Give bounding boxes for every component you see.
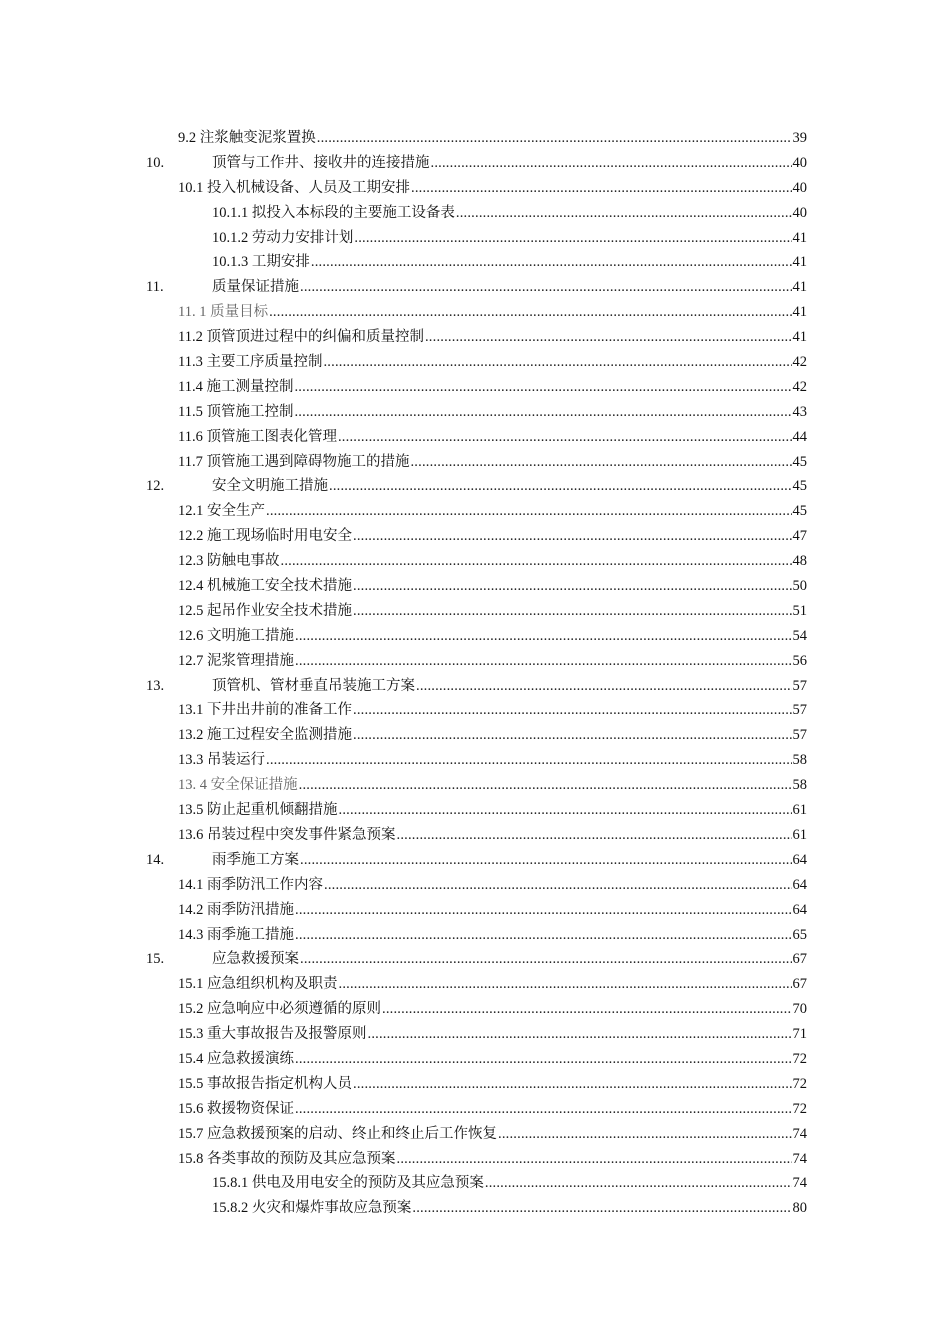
toc-entry-title: 12.1 安全生产: [178, 503, 265, 520]
toc-entry-title: 13.3 吊装运行: [178, 752, 265, 769]
toc-entry-title: 11.5 顶管施工控制: [178, 403, 294, 420]
toc-entry[interactable]: [0, 649, 950, 674]
toc-page-number: 40: [792, 204, 807, 221]
toc-page-number: 72: [792, 1075, 807, 1092]
toc-dot-leader: [410, 450, 791, 475]
toc-dot-leader: [411, 176, 792, 201]
toc-page-number: 54: [792, 627, 807, 644]
toc-dot-leader: [294, 375, 791, 400]
toc-entry-line: [178, 773, 807, 798]
toc-entry-title: 顶管机、管材垂直吊装施工方案: [212, 677, 415, 694]
toc-entry-title: 13.1 下井出井前的准备工作: [178, 702, 352, 719]
toc-page-number: 57: [792, 677, 807, 694]
toc-page-number: 67: [792, 976, 807, 993]
toc-entry-title: 15.3 重大事故报告及报警原则: [178, 1026, 367, 1043]
toc-entry-line: [178, 350, 807, 375]
toc-entry-title: 质量保证措施: [212, 279, 299, 296]
toc-dot-leader: [294, 400, 791, 425]
toc-dot-leader: [353, 574, 792, 599]
toc-entry-line: [178, 873, 807, 898]
toc-entry[interactable]: [0, 898, 950, 923]
toc-page-number: 74: [792, 1125, 807, 1142]
toc-dot-leader: [498, 1122, 792, 1147]
toc-dot-leader: [353, 524, 792, 549]
toc-entry-title: 13. 4 安全保证措施: [178, 777, 298, 794]
toc-page-number: 74: [792, 1175, 807, 1192]
toc-page-number: 58: [792, 752, 807, 769]
toc-entry-title: 12.6 文明施工措施: [178, 627, 294, 644]
toc-entry-title: 应急救援预案: [212, 951, 299, 968]
toc-entry-line: [178, 549, 807, 574]
toc-entry[interactable]: [0, 350, 950, 375]
toc-entry-line: [212, 1196, 807, 1221]
toc-entry-line: [178, 375, 807, 400]
toc-page-number: 45: [792, 503, 807, 520]
toc-entry-title: 10.1.2 劳动力安排计划: [212, 229, 354, 246]
toc-entry[interactable]: [0, 997, 950, 1022]
toc-entry[interactable]: [0, 425, 950, 450]
toc-entry[interactable]: [0, 375, 950, 400]
toc-entry-line: [212, 674, 807, 699]
toc-entry-title: 11.3 主要工序质量控制: [178, 354, 323, 371]
toc-page-number: 57: [792, 727, 807, 744]
toc-entry-line: [178, 923, 807, 948]
toc-dot-leader: [353, 599, 792, 624]
toc-dot-leader: [295, 1047, 792, 1072]
toc-page-number: 41: [792, 304, 807, 321]
toc-page-number: 44: [792, 428, 807, 445]
toc-page-number: 40: [792, 179, 807, 196]
toc-page-number: 47: [792, 528, 807, 545]
toc-page-number: 74: [792, 1150, 807, 1167]
toc-entry-title: 12.3 防触电事故: [178, 553, 280, 570]
toc-page-number: 65: [792, 926, 807, 943]
toc-dot-leader: [397, 1147, 792, 1172]
table-of-contents: [0, 126, 950, 1221]
toc-entry-line: [212, 848, 807, 873]
toc-dot-leader: [338, 425, 792, 450]
toc-page-number: 45: [792, 478, 807, 495]
toc-entry[interactable]: [0, 1097, 950, 1122]
toc-entry-title: 12.4 机械施工安全技术措施: [178, 578, 352, 595]
toc-entry-line: [178, 698, 807, 723]
toc-entry-title: 10.1.3 工期安排: [212, 254, 310, 271]
toc-entry[interactable]: [0, 151, 950, 176]
toc-dot-leader: [485, 1171, 792, 1196]
toc-entry[interactable]: [0, 1122, 950, 1147]
toc-entry[interactable]: [0, 848, 950, 873]
toc-entry-line: [212, 250, 807, 275]
toc-page-number: 40: [792, 154, 807, 171]
toc-entry[interactable]: [0, 873, 950, 898]
toc-entry-title: 14.3 雨季施工措施: [178, 926, 294, 943]
toc-page-number: 42: [792, 378, 807, 395]
toc-entry[interactable]: [0, 1047, 950, 1072]
toc-page-number: 72: [792, 1100, 807, 1117]
toc-page-number: 42: [792, 354, 807, 371]
toc-entry-number: 10.: [146, 154, 165, 171]
toc-dot-leader: [323, 350, 791, 375]
toc-entry-line: [178, 748, 807, 773]
toc-entry[interactable]: [0, 499, 950, 524]
toc-dot-leader: [269, 300, 791, 325]
toc-entry[interactable]: [0, 823, 950, 848]
toc-entry-line: [178, 425, 807, 450]
toc-entry-title: 12.7 泥浆管理措施: [178, 652, 294, 669]
toc-dot-leader: [431, 151, 792, 176]
toc-dot-leader: [425, 325, 792, 350]
toc-entry-title: 15.8.2 火灾和爆炸事故应急预案: [212, 1200, 412, 1217]
toc-entry-title: 11.4 施工测量控制: [178, 378, 294, 395]
toc-entry-line: [178, 997, 807, 1022]
toc-entry[interactable]: [0, 1022, 950, 1047]
toc-entry[interactable]: [0, 947, 950, 972]
toc-entry-title: 14.1 雨季防汛工作内容: [178, 876, 323, 893]
toc-entry-line: [178, 798, 807, 823]
toc-dot-leader: [456, 201, 792, 226]
toc-page-number: 71: [792, 1026, 807, 1043]
toc-dot-leader: [397, 823, 792, 848]
toc-entry-title: 13.5 防止起重机倾翻措施: [178, 802, 338, 819]
toc-entry-title: 12.2 施工现场临时用电安全: [178, 528, 352, 545]
toc-dot-leader: [353, 723, 792, 748]
toc-entry-line: [178, 524, 807, 549]
toc-page-number: 45: [792, 453, 807, 470]
toc-entry-line: [178, 1122, 807, 1147]
toc-page-number: 64: [792, 901, 807, 918]
toc-entry[interactable]: [0, 698, 950, 723]
toc-entry[interactable]: [0, 474, 950, 499]
toc-dot-leader: [339, 972, 792, 997]
toc-dot-leader: [353, 1072, 792, 1097]
toc-entry[interactable]: [0, 450, 950, 475]
toc-entry[interactable]: [0, 300, 950, 325]
toc-entry[interactable]: [0, 1147, 950, 1172]
toc-entry-title: 11.6 顶管施工图表化管理: [178, 428, 337, 445]
toc-dot-leader: [295, 624, 792, 649]
toc-dot-leader: [295, 898, 792, 923]
toc-dot-leader: [317, 126, 792, 151]
toc-page-number: 48: [792, 553, 807, 570]
toc-entry-title: 雨季施工方案: [212, 851, 299, 868]
toc-entry-line: [178, 126, 807, 151]
toc-page-number: 61: [792, 826, 807, 843]
toc-page-number: 51: [792, 602, 807, 619]
toc-dot-leader: [300, 848, 792, 873]
toc-dot-leader: [382, 997, 792, 1022]
toc-dot-leader: [295, 649, 792, 674]
toc-dot-leader: [329, 474, 792, 499]
toc-dot-leader: [339, 798, 792, 823]
toc-page-number: 58: [792, 777, 807, 794]
toc-entry-title: 11. 1 质量目标: [178, 304, 269, 321]
toc-entry[interactable]: [0, 275, 950, 300]
toc-entry[interactable]: [0, 400, 950, 425]
toc-page-number: 41: [792, 279, 807, 296]
toc-entry-title: 12.5 起吊作业安全技术措施: [178, 602, 352, 619]
toc-dot-leader: [299, 773, 792, 798]
toc-entry[interactable]: [0, 549, 950, 574]
toc-entry-title: 15.7 应急救援预案的启动、终止和终止后工作恢复: [178, 1125, 497, 1142]
toc-page-number: 67: [792, 951, 807, 968]
toc-dot-leader: [416, 674, 792, 699]
toc-page-number: 64: [792, 876, 807, 893]
toc-entry-title: 15.5 事故报告指定机构人员: [178, 1075, 352, 1092]
toc-entry-line: [178, 1072, 807, 1097]
toc-entry[interactable]: [0, 748, 950, 773]
toc-page-number: 41: [792, 229, 807, 246]
toc-entry-line: [212, 226, 807, 251]
toc-entry-title: 15.8.1 供电及用电安全的预防及其应急预案: [212, 1175, 484, 1192]
toc-entry-line: [178, 450, 807, 475]
toc-entry-number: 11.: [146, 279, 164, 296]
toc-entry-line: [178, 649, 807, 674]
toc-entry-line: [178, 400, 807, 425]
toc-entry[interactable]: [0, 599, 950, 624]
toc-page-number: 70: [792, 1001, 807, 1018]
toc-entry-line: [212, 1171, 807, 1196]
toc-dot-leader: [354, 226, 791, 251]
toc-page-number: 64: [792, 851, 807, 868]
toc-entry-line: [178, 972, 807, 997]
toc-entry-line: [178, 599, 807, 624]
toc-entry[interactable]: [0, 250, 950, 275]
toc-dot-leader: [324, 873, 792, 898]
toc-page-number: 39: [792, 130, 807, 146]
toc-entry[interactable]: [0, 1171, 950, 1196]
toc-dot-leader: [300, 275, 792, 300]
toc-entry-line: [178, 1022, 807, 1047]
toc-dot-leader: [295, 1097, 792, 1122]
toc-entry-title: 9.2 注浆触变泥浆置换: [178, 130, 316, 146]
toc-entry[interactable]: [0, 325, 950, 350]
toc-entry[interactable]: [0, 574, 950, 599]
toc-page-number: 41: [792, 254, 807, 271]
toc-entry[interactable]: [0, 524, 950, 549]
toc-entry-title: 13.6 吊装过程中突发事件紧急预案: [178, 826, 396, 843]
toc-entry-line: [212, 151, 807, 176]
toc-entry-line: [178, 499, 807, 524]
toc-entry-line: [178, 1047, 807, 1072]
toc-page-number: 50: [792, 578, 807, 595]
toc-page-number: 56: [792, 652, 807, 669]
toc-dot-leader: [368, 1022, 792, 1047]
toc-dot-leader: [295, 923, 792, 948]
toc-entry-line: [178, 723, 807, 748]
toc-entry-line: [212, 275, 807, 300]
toc-page-number: 72: [792, 1050, 807, 1067]
toc-entry-title: 15.4 应急救援演练: [178, 1050, 294, 1067]
toc-entry-title: 10.1.1 拟投入本标段的主要施工设备表: [212, 204, 455, 221]
toc-page-number: 43: [792, 403, 807, 420]
toc-entry-title: 14.2 雨季防汛措施: [178, 901, 294, 918]
toc-page-number: 57: [792, 702, 807, 719]
toc-entry-title: 15.8 各类事故的预防及其应急预案: [178, 1150, 396, 1167]
toc-entry-number: 14.: [146, 851, 165, 868]
toc-entry-line: [178, 176, 807, 201]
toc-entry[interactable]: [0, 1072, 950, 1097]
toc-entry-line: [178, 1097, 807, 1122]
toc-entry[interactable]: [0, 176, 950, 201]
toc-entry-number: 12.: [146, 478, 165, 495]
toc-entry-title: 顶管与工作井、接收井的连接措施: [212, 154, 430, 171]
toc-entry-title: 15.2 应急响应中必须遵循的原则: [178, 1001, 381, 1018]
toc-dot-leader: [266, 499, 792, 524]
toc-entry-title: 10.1 投入机械设备、人员及工期安排: [178, 179, 410, 196]
toc-entry[interactable]: [0, 201, 950, 226]
toc-dot-leader: [353, 698, 792, 723]
toc-page-number: 41: [792, 329, 807, 346]
toc-dot-leader: [311, 250, 792, 275]
toc-dot-leader: [412, 1196, 791, 1221]
toc-entry[interactable]: [0, 723, 950, 748]
toc-entry-number: 15.: [146, 951, 165, 968]
toc-entry-line: [178, 823, 807, 848]
toc-entry-title: 15.6 救援物资保证: [178, 1100, 294, 1117]
toc-entry[interactable]: [0, 798, 950, 823]
toc-page-number: 80: [792, 1200, 807, 1217]
toc-entry-line: [212, 947, 807, 972]
toc-entry-line: [178, 300, 807, 325]
toc-dot-leader: [281, 549, 792, 574]
toc-entry[interactable]: [0, 773, 950, 798]
toc-entry-title: 11.7 顶管施工遇到障碍物施工的措施: [178, 453, 410, 470]
toc-entry-number: 13.: [146, 677, 165, 694]
toc-entry-line: [212, 201, 807, 226]
toc-page-number: 61: [792, 802, 807, 819]
toc-entry-title: 15.1 应急组织机构及职责: [178, 976, 338, 993]
toc-entry[interactable]: [0, 126, 950, 151]
toc-entry-line: [178, 325, 807, 350]
toc-entry-title: 安全文明施工措施: [212, 478, 328, 495]
toc-entry-line: [212, 474, 807, 499]
toc-entry[interactable]: [0, 226, 950, 251]
toc-entry-title: 11.2 顶管顶进过程中的纠偏和质量控制: [178, 329, 424, 346]
toc-entry[interactable]: [0, 972, 950, 997]
toc-dot-leader: [300, 947, 792, 972]
toc-entry-line: [178, 898, 807, 923]
toc-entry[interactable]: [0, 624, 950, 649]
toc-dot-leader: [266, 748, 792, 773]
toc-entry-title: 13.2 施工过程安全监测措施: [178, 727, 352, 744]
toc-entry-line: [178, 624, 807, 649]
toc-entry-line: [178, 574, 807, 599]
toc-entry[interactable]: [0, 674, 950, 699]
toc-entry[interactable]: [0, 923, 950, 948]
toc-entry[interactable]: [0, 1196, 950, 1221]
toc-entry-line: [178, 1147, 807, 1172]
